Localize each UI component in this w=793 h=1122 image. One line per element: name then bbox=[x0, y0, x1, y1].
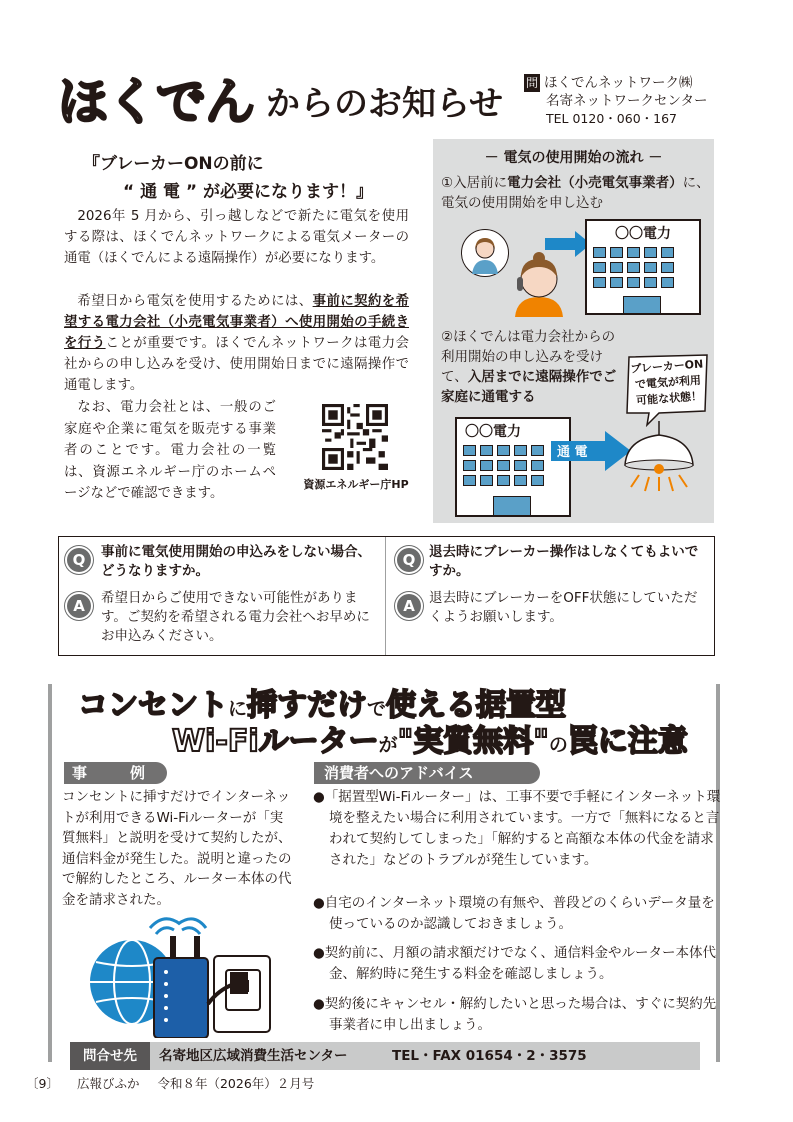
question-icon: Q bbox=[397, 548, 421, 572]
contact-tel: TEL 0120・060・167 bbox=[546, 111, 677, 126]
flow-panel bbox=[433, 139, 714, 523]
case-label: 事 例 bbox=[64, 762, 167, 784]
contact-organization: 名寄地区広域消費生活センター bbox=[159, 1048, 348, 1064]
contact-label: 問合せ先 bbox=[70, 1042, 150, 1070]
t2a: Wi-Fiルーター bbox=[172, 724, 379, 759]
article1-heading-line2: “ 通 電 ” が必要になります！』 bbox=[123, 182, 374, 202]
t2c: "実質無料" bbox=[397, 724, 549, 759]
article1-paragraph-3: なお、電力会社とは、一般のご家庭や企業に電気を販売する事業者のことです。電力会社の一覧は、資源エネルギー庁のホームページなどで確認できます。 bbox=[64, 400, 276, 501]
answer-2: 退去時にブレーカーをOFF状態にしていただくようお願いします。 bbox=[429, 590, 698, 625]
header-subtitle: からのお知らせ bbox=[266, 84, 503, 124]
article1-paragraph-2 bbox=[64, 291, 409, 396]
flow-step-1 bbox=[441, 173, 711, 213]
article2-title-line2 bbox=[172, 722, 688, 765]
advice-item-3: ●契約前に、月額の請求額だけでなく、通信料金やルーター本体代金、解約時に発生する料金を確認しましょう。 bbox=[313, 945, 717, 982]
advice-item-4: ●契約後にキャンセル・解約したいと思った場合は、すぐに契約先事業者に申し出ましょう。 bbox=[313, 996, 717, 1033]
page-footer bbox=[26, 1075, 332, 1093]
answer-icon: A bbox=[67, 594, 91, 618]
inquiry-mark: 問 bbox=[526, 76, 539, 90]
arrow-label: 通 電 bbox=[557, 445, 588, 460]
qr-code[interactable] bbox=[322, 404, 388, 470]
article1-paragraph-1: 2026年 5 月から、引っ越しなどで新たに電気を使用する際は、ほくでんネットワークによる電気メーターの通電（ほくでんによる遠隔操作）が必要になります。 bbox=[64, 209, 409, 266]
question-icon: Q bbox=[67, 548, 91, 572]
qr-caption: 資源エネルギー庁HP bbox=[303, 478, 409, 491]
wifi-router-illustration bbox=[86, 912, 276, 1038]
t2d: の bbox=[548, 734, 568, 756]
t1c: 挿すだけ bbox=[247, 688, 368, 723]
header-contact bbox=[524, 74, 707, 128]
t1d: で bbox=[367, 698, 387, 720]
answer-1: 希望日からご使用できない可能性があります。ご契約を希望される電力会社へお早めにお申込みください。 bbox=[101, 590, 370, 644]
contact-company: ほくでんネットワーク㈱ bbox=[544, 75, 693, 91]
issue-date: 令和８年（2026年）２月号 bbox=[157, 1076, 315, 1091]
p2-post: ことが重要です。ほくでんネットワークは電力会社からの申し込みを受け、使用開始日までに遠隔操作で通電します。 bbox=[64, 336, 409, 393]
advice-item-1: ●「据置型Wi-Fiルーター」は、工事不要で手軽にインターネット環境を整えたい場合に利用されています。一方で「無料になると言われて契約してしまった」「解約すると高額な本体の代金を請求された」などのトラブルが発生しています。 bbox=[313, 789, 721, 868]
flow-title: － 電気の使用開始の流れ － bbox=[484, 150, 663, 166]
step2-pre: ②ほくでんは電力会社からの利用開始の申し込みを受けて、 bbox=[441, 329, 616, 385]
woman-on-phone-icon bbox=[509, 251, 569, 317]
publication-name: 広報びふか bbox=[76, 1076, 140, 1091]
t1e: 使える据置型 bbox=[386, 688, 567, 723]
light-bulb-icon bbox=[617, 421, 701, 493]
building-label: 〇〇電力 bbox=[615, 226, 671, 242]
bubble-text: ブレーカーON で電気が利用 可能な状態！ bbox=[630, 357, 704, 408]
operator-icon bbox=[461, 229, 509, 277]
power-company-building bbox=[585, 219, 701, 315]
hokuden-title: ほくでん bbox=[58, 73, 254, 131]
speech-bubble bbox=[623, 353, 711, 427]
contact-center: 名寄ネットワークセンター bbox=[546, 93, 708, 109]
building-label-2: 〇〇電力 bbox=[465, 424, 521, 440]
qa-box bbox=[58, 536, 715, 656]
t2e: 罠に注意 bbox=[567, 724, 688, 759]
page-number: 〔9〕 bbox=[26, 1076, 59, 1091]
step1-pre: ①入居前に bbox=[441, 175, 508, 191]
qa-item-1 bbox=[59, 537, 386, 655]
step1-post: に、電気の使用開始を申し込む bbox=[441, 175, 710, 211]
step2-bold: 入居までに遠隔操作でご家庭に通電する bbox=[441, 369, 617, 405]
question-1: 事前に電気使用開始の申込みをしない場合、どうなりますか。 bbox=[101, 544, 371, 579]
p2-underlined: 事前に契約を希望する電力会社（小売電気事業者）へ使用開始の手続きを行う bbox=[64, 294, 410, 351]
t2b: が bbox=[378, 734, 398, 756]
t1b: に bbox=[228, 698, 248, 720]
article2-left-bar bbox=[48, 684, 52, 1062]
contact-tel-fax: TEL・FAX 01654・2・3575 bbox=[392, 1048, 587, 1064]
advice-item-2: ●自宅のインターネット環境の有無や、普段どのくらいデータ量を使っているのか認識しておきましょう。 bbox=[313, 895, 715, 932]
article1-heading bbox=[83, 150, 413, 206]
p2-pre: 希望日から電気を使用するためには、 bbox=[77, 294, 313, 309]
flow-step-2 bbox=[441, 327, 621, 407]
case-text: コンセントに挿すだけでインターネットが利用できるWi-Fiルーターが「実質無料」と説明を受けて契約したが、通信料金が発生した。説明と違ったので解約したところ、ルーター本体の代金を請求された。 bbox=[62, 789, 292, 908]
advice-label: 消費者へのアドバイス bbox=[314, 762, 540, 784]
t1a: コンセント bbox=[78, 688, 228, 723]
question-2: 退去時にブレーカー操作はしなくてもよいですか。 bbox=[429, 544, 699, 579]
answer-icon: A bbox=[397, 594, 421, 618]
qa-item-2 bbox=[393, 537, 711, 655]
article1-heading-line1: 『ブレーカーONの前に bbox=[83, 154, 264, 174]
step1-bold: 電力会社（小売電気事業者） bbox=[507, 175, 683, 191]
